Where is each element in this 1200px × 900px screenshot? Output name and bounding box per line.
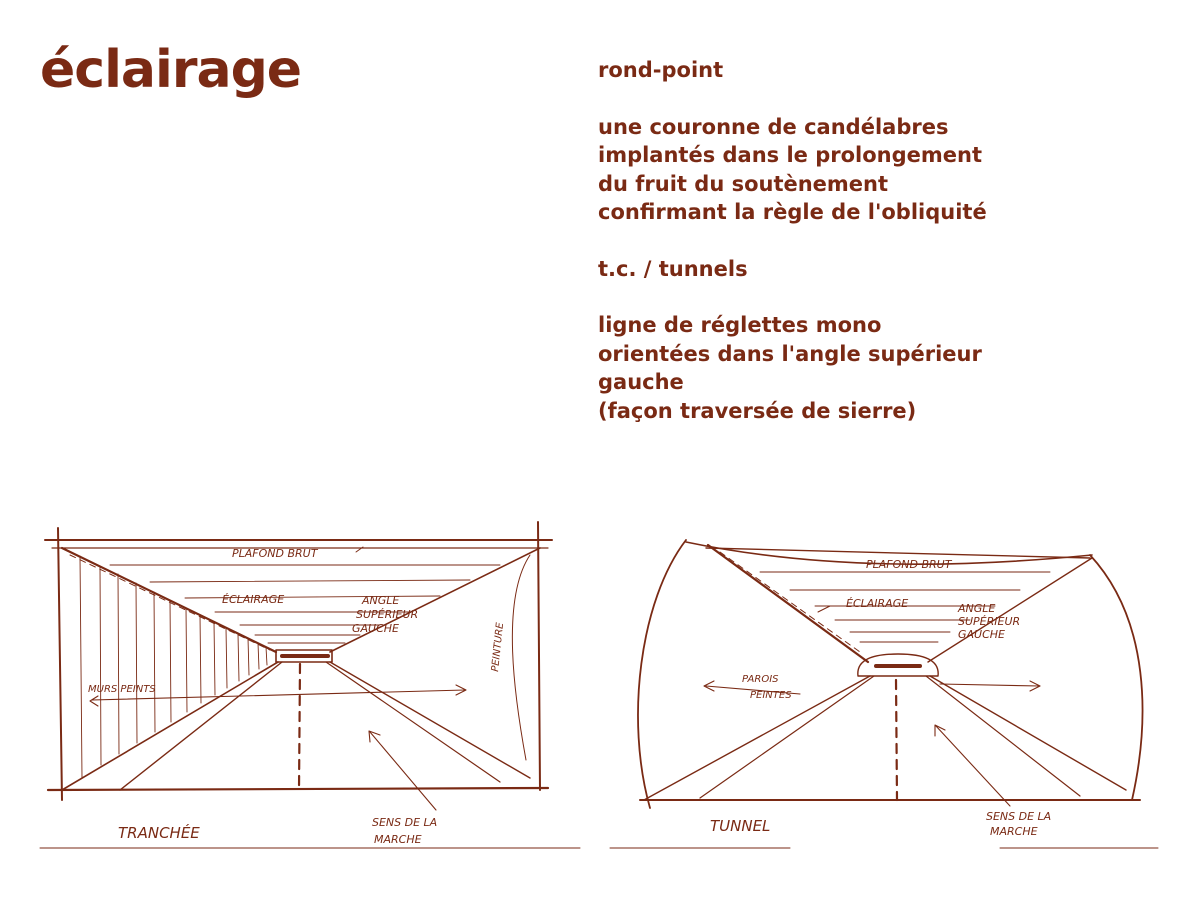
tunnel-direction-label: SENS DE LA xyxy=(986,810,1052,823)
tunnel-upper-label: SUPÉRIEUR xyxy=(958,615,1021,628)
tunnel-walls-label: PAROIS xyxy=(742,674,779,685)
text-line: gauche xyxy=(598,370,684,394)
trench-lighting-label: ÉCLAIRAGE xyxy=(222,593,285,606)
text-line: confirmant la règle de l'obliquité xyxy=(598,200,987,224)
trench-left-label: GAUCHE xyxy=(352,622,400,635)
text-line: ligne de réglettes mono xyxy=(598,313,882,337)
tunnel-painted-label: PEINTES xyxy=(750,690,792,701)
text-line: orientées dans l'angle supérieur xyxy=(598,341,982,366)
text-line: du fruit du soutènement xyxy=(598,171,889,196)
tunnel-lighting-label: ÉCLAIRAGE xyxy=(846,597,909,610)
trench-ceiling-label: PLAFOND BRUT xyxy=(232,547,318,560)
tunnel-walk-label: MARCHE xyxy=(990,825,1038,838)
trench-walls-label: MURS PEINTS xyxy=(88,684,156,695)
tunnel-angle-label: ANGLE xyxy=(958,602,996,615)
sketch-tunnel xyxy=(610,540,1158,848)
text-line: (façon traversée de sierre) xyxy=(598,398,917,423)
trench-upper-label: SUPÉRIEUR xyxy=(356,608,419,621)
text-line: rond-point xyxy=(598,58,724,82)
tunnel-caption: TUNNEL xyxy=(710,817,771,835)
tunnel-ceiling-label: PLAFOND BRUT xyxy=(866,558,952,571)
text-line: implantés dans le prolongement xyxy=(598,143,983,167)
trench-caption: TRANCHÉE xyxy=(118,824,200,842)
text-line: une couronne de candélabres xyxy=(598,114,949,139)
trench-paint-label: PEINTURE xyxy=(490,621,507,673)
text-line: t.c. / tunnels xyxy=(598,256,748,281)
trench-direction-label: SENS DE LA xyxy=(372,816,438,829)
page-title: éclairage xyxy=(40,40,302,100)
tunnel-left-label: GAUCHE xyxy=(958,628,1006,641)
trench-angle-label: ANGLE xyxy=(362,594,400,607)
trench-walk-label: MARCHE xyxy=(374,833,422,846)
